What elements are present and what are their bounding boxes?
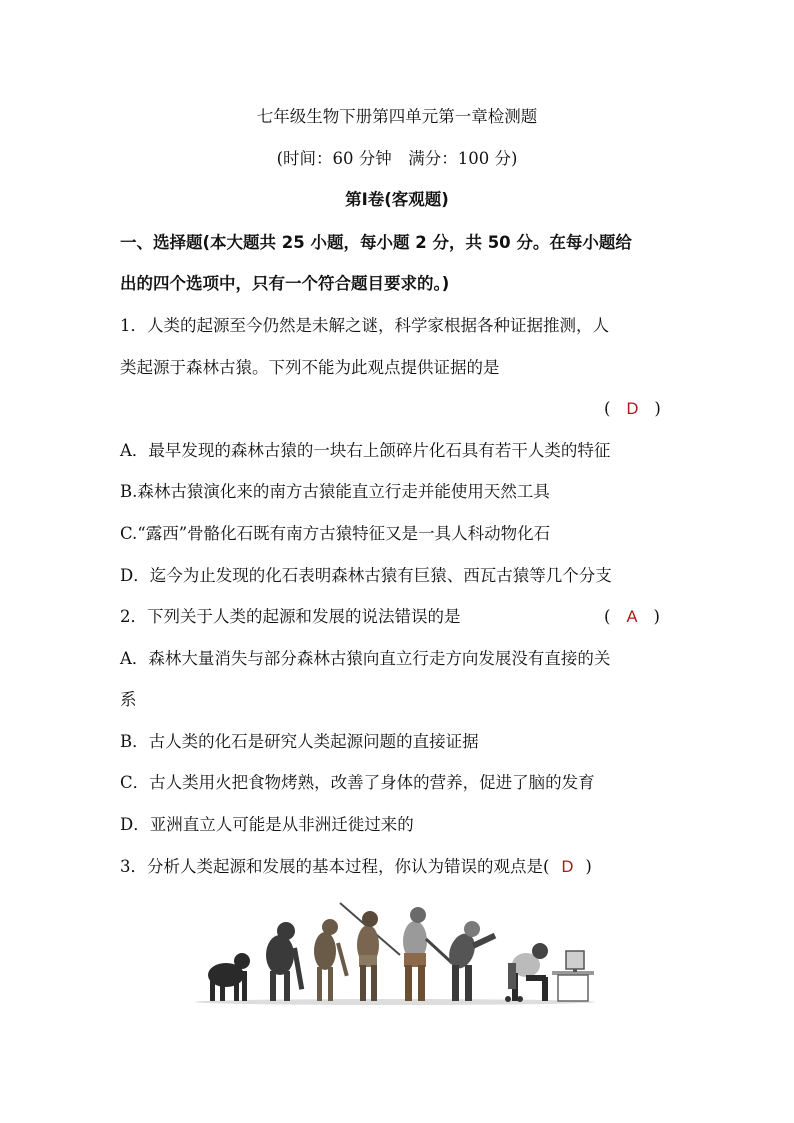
q2-option-a-line-1: A．森林大量消失与部分森林古猿向直立行走方向发展没有直接的关 [120, 649, 611, 668]
human-evolution-illustration [190, 893, 600, 1008]
part-title: 第Ⅰ卷(客观题) [345, 190, 449, 209]
figure-human-5 [403, 907, 452, 1001]
q2-answer-bracket: ( A ) [604, 607, 660, 626]
q1-stem-line-1: 1．人类的起源至今仍然是未解之谜，科学家根据各种证据推测，人 [120, 316, 609, 335]
q3-stem-text: 3．分析人类起源和发展的基本过程，你认为错误的观点是 [120, 857, 543, 876]
figure-hominid-4 [340, 903, 400, 1001]
q3-stem: 3．分析人类起源和发展的基本过程，你认为错误的观点是( D ) [120, 857, 592, 876]
page-title: 七年级生物下册第四单元第一章检测题 [256, 107, 538, 126]
q1-option-c: C.“露西”骨骼化石既有南方古猿特征又是一具人科动物化石 [120, 524, 551, 543]
q2-stem: 2．下列关于人类的起源和发展的说法错误的是 [120, 607, 461, 626]
q1-answer: D [626, 400, 639, 418]
computer-desk [552, 951, 594, 1001]
q3-answer: D [561, 858, 574, 876]
q1-option-a: A．最早发现的森林古猿的一块右上颌碎片化石具有若干人类的特征 [120, 441, 611, 460]
exam-info: (时间：60 分钟 满分：100 分) [276, 149, 518, 168]
figure-human-6 [445, 921, 497, 1001]
section-heading-line-1: 一、选择题(本大题共 25 小题，每小题 2 分，共 50 分。在每小题给 [120, 233, 632, 252]
q2-option-b: B．古人类的化石是研究人类起源问题的直接证据 [120, 732, 479, 751]
q2-option-d: D．亚洲直立人可能是从非洲迁徙过来的 [120, 815, 414, 834]
q2-option-c: C．古人类用火把食物烤熟，改善了身体的营养，促进了脑的发育 [120, 773, 595, 792]
figure-ape-1 [208, 953, 250, 1001]
q1-answer-bracket: ( D ) [604, 399, 661, 418]
figure-human-computer [505, 943, 548, 1002]
q1-option-b: B.森林古猿演化来的南方古猿能直立行走并能使用天然工具 [120, 482, 550, 501]
ground-shadow [195, 999, 595, 1005]
figure-hominid-3 [314, 919, 349, 1001]
q2-option-a-line-2: 系 [120, 690, 137, 709]
figure-ape-2 [266, 922, 304, 1001]
q1-option-d: D．迄今为止发现的化石表明森林古猿有巨猿、西瓦古猿等几个分支 [120, 566, 612, 585]
section-heading-line-2: 出的四个选项中，只有一个符合题目要求的。) [120, 274, 450, 293]
q1-stem-line-2: 类起源于森林古猿。下列不能为此观点提供证据的是 [120, 358, 500, 377]
q2-answer: A [626, 608, 638, 626]
